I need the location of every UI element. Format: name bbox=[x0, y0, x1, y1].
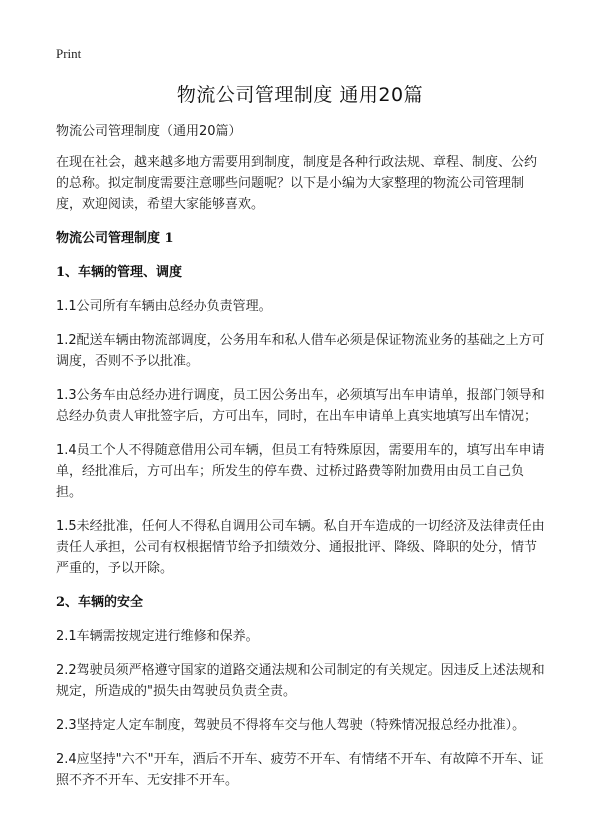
section-title: 物流公司管理制度 1 bbox=[56, 231, 174, 246]
document-body bbox=[56, 121, 546, 804]
clause-2-2: 2.2驾驶员须严格遵守国家的道路交通法规和公司制定的有关规定。因违反上述法规和规定，所造成的"损失由驾驶员负责全责。 bbox=[56, 663, 545, 699]
intro-paragraph: 在现在社会，越来越多地方需要用到制度，制度是各种行政法规、章程、制度、公约的总称。拟定制度需要注意哪些问题呢？以下是小编为大家整理的物流公司管理制度，欢迎阅读，希望大家能够喜欢。 bbox=[56, 155, 538, 212]
chapter-heading-1: 1、车辆的管理、调度 bbox=[56, 265, 183, 280]
print-label: Print bbox=[56, 46, 82, 61]
clause-1-5: 1.5未经批准，任何人不得私自调用公司车辆。私自开车造成的一切经济及法律责任由责任人承担，公司有权根据情节给予扣绩效分、通报批评、降级、降职的处分，情节严重的，予以开除。 bbox=[56, 519, 545, 576]
clause-2-1: 2.1车辆需按规定进行维修和保养。 bbox=[56, 629, 259, 644]
clause-2-4: 2.4应坚持"六不"开车，酒后不开车、疲劳不开车、有情绪不开车、有故障不开车、证照不齐不开车、无安排不开车。 bbox=[56, 752, 544, 788]
document-title: 物流公司管理制度 通用20篇 bbox=[176, 84, 424, 106]
clause-1-2: 1.2配送车辆由物流部调度，公务用车和私人借车必须是保证物流业务的基础之上方可调度，否则不予以批准。 bbox=[56, 333, 545, 369]
chapter-heading-2: 2、车辆的安全 bbox=[56, 595, 144, 610]
document-subtitle: 物流公司管理制度（通用20篇） bbox=[56, 124, 242, 139]
clause-1-1: 1.1公司所有车辆由总经办负责管理。 bbox=[56, 299, 272, 314]
clause-1-4: 1.4员工个人不得随意借用公司车辆，但员工有特殊原因，需要用车的，填写出车申请单，经批准后，方可出车；所发生的停车费、过桥过路费等附加费用由员工自己负担。 bbox=[56, 443, 545, 500]
clause-1-3: 1.3公务车由总经办进行调度，员工因公务出车，必须填写出车申请单，报部门领导和总经办负责人审批签字后，方可出车，同时，在出车申请单上真实地填写出车情况； bbox=[56, 388, 545, 424]
clause-2-3: 2.3坚持定人定车制度，驾驶员不得将车交与他人驾驶（特殊情况报总经办批准）。 bbox=[56, 718, 526, 733]
